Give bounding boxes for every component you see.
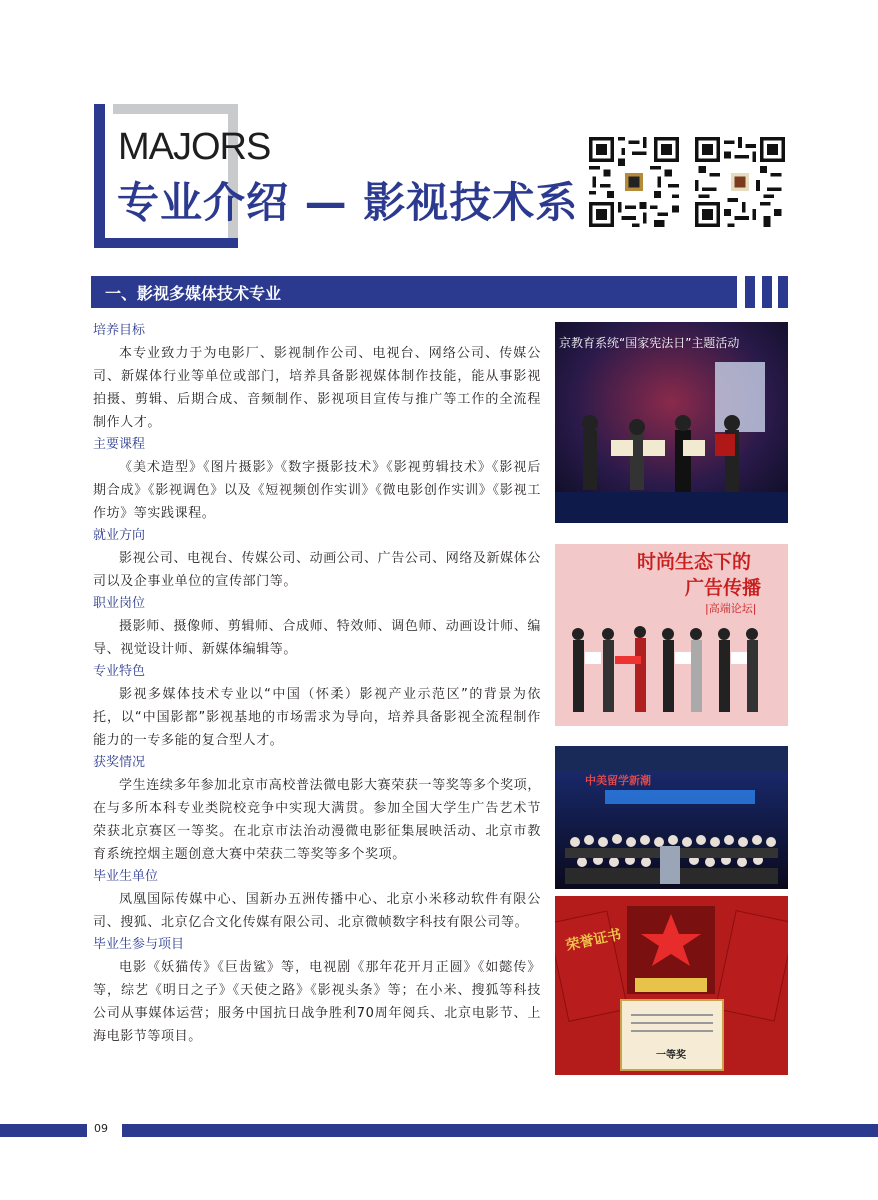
major-description (93, 321, 541, 1049)
subheading-graduate-projects: 毕业生参与项目 (93, 937, 185, 952)
paragraph-job-positions: 摄影师、摄像师、剪辑师、合成师、特效师、调色师、动画设计师、编导、视觉设计师、新媒体编辑等。 (93, 619, 541, 657)
photo-honor-certificates-graphic (555, 896, 788, 1075)
subheading-awards: 获奖情况 (93, 755, 146, 770)
paragraph-employment-direction: 影视公司、电视台、传媒公司、动画公司、广告公司、网络及新媒体公司以及企事业单位的宣传部门等。 (93, 551, 541, 589)
qr-code-icon[interactable] (695, 136, 785, 228)
paragraph-main-courses: 《美术造型》《图片摄影》《数字摄影技术》《影视剪辑技术》《影视后期合成》《影视调色》以及《短视频创作实训》《微电影创作实训》《影视工作坊》等实践课程。 (93, 460, 541, 521)
paragraph-graduate-projects: 电影《妖猫传》《巨齿鲨》等，电视剧《那年花开月正圆》《如懿传》等，综艺《明日之子》《天使之路》《影视头条》等；在小米、搜狐等科技公司从事媒体运营；服务中国抗日战争胜利70周年阅兵、北京电影节、上海电影节等项目。 (93, 960, 541, 1044)
paragraph-awards: 学生连续多年参加北京市高校普法微电影大赛荣获一等奖等多个奖项，在与多所本科专业类院校竞争中实现大满贯。参加全国大学生广告艺术节荣获北京赛区一等奖。在北京市法治动漫微电影征集展映活动、北京市教育系统控烟主题创意大赛中荣获二等奖等多个奖项。 (93, 778, 541, 862)
photo2-title-line1: 时尚生态下的 (637, 551, 752, 573)
photo2-title-line2: 广告传播 (685, 577, 762, 599)
photo2-title-line3: |高端论坛| (705, 602, 757, 615)
subheading-job-positions: 职业岗位 (93, 596, 146, 611)
page-number: 09 (94, 1122, 108, 1135)
subheading-employment-direction: 就业方向 (93, 528, 146, 543)
photo-honor-certificates (555, 896, 788, 1075)
section-bar-stripe (745, 276, 755, 308)
paragraph-features: 影视多媒体技术专业以“中国（怀柔）影视产业示范区”的背景为依托，以“中国影都”影视基地的市场需求为导向，培养具备影视全流程制作能力的一专多能的复合型人才。 (93, 687, 541, 748)
photo1-banner-text: 京教育系统“国家宪法日”主题活动 (559, 336, 740, 350)
header-frame-blue-left (94, 104, 105, 248)
photo-group-studio-graphic (555, 746, 788, 889)
page-title: 专业介绍 — 影视技术系 (117, 178, 579, 227)
subheading-features: 专业特色 (93, 664, 146, 679)
qr-code-icon[interactable] (589, 136, 679, 228)
subheading-main-courses: 主要课程 (93, 437, 146, 452)
section-bar-stripe (762, 276, 772, 308)
header-frame-gray-top (113, 104, 238, 114)
photo-advertising-forum (555, 544, 788, 726)
section-title: 一、影视多媒体技术专业 (105, 284, 282, 303)
qr-code-right-graphic (695, 136, 785, 228)
subheading-graduate-employers: 毕业生单位 (93, 869, 159, 884)
photo-award-ceremony-stage (555, 322, 788, 523)
section-bar-stripe (778, 276, 788, 308)
photo3-banner-text: 中美留学新潮 (585, 774, 651, 787)
photo4-first-prize: 一等奖 (656, 1050, 686, 1061)
paragraph-graduate-employers: 凤凰国际传媒中心、国新办五洲传播中心、北京小米移动软件有限公司、搜狐、北京亿合文化传媒有限公司、北京微帧数字科技有限公司等。 (93, 892, 541, 930)
section-header (91, 276, 737, 308)
photo4-cert-left: 荣誉证书 (564, 926, 623, 955)
photo-award-ceremony-stage-graphic (555, 322, 788, 523)
photo-advertising-forum-graphic (555, 544, 788, 726)
footer-bar-left (0, 1124, 87, 1137)
subheading-training-goal: 培养目标 (93, 323, 146, 338)
majors-label: MAJORS (118, 126, 271, 168)
paragraph-training-goal: 本专业致力于为电影厂、影视制作公司、电视台、网络公司、传媒公司、新媒体行业等单位或部门，培养具备影视媒体制作技能，能从事影视拍摄、剪辑、后期合成、音频制作、影视项目宣传与推广等工作的全流程制作人才。 (93, 346, 541, 430)
header-frame-blue-bottom (94, 238, 238, 248)
footer-bar-right (122, 1124, 878, 1137)
photo-group-studio (555, 746, 788, 889)
qr-code-left-graphic (589, 136, 679, 228)
